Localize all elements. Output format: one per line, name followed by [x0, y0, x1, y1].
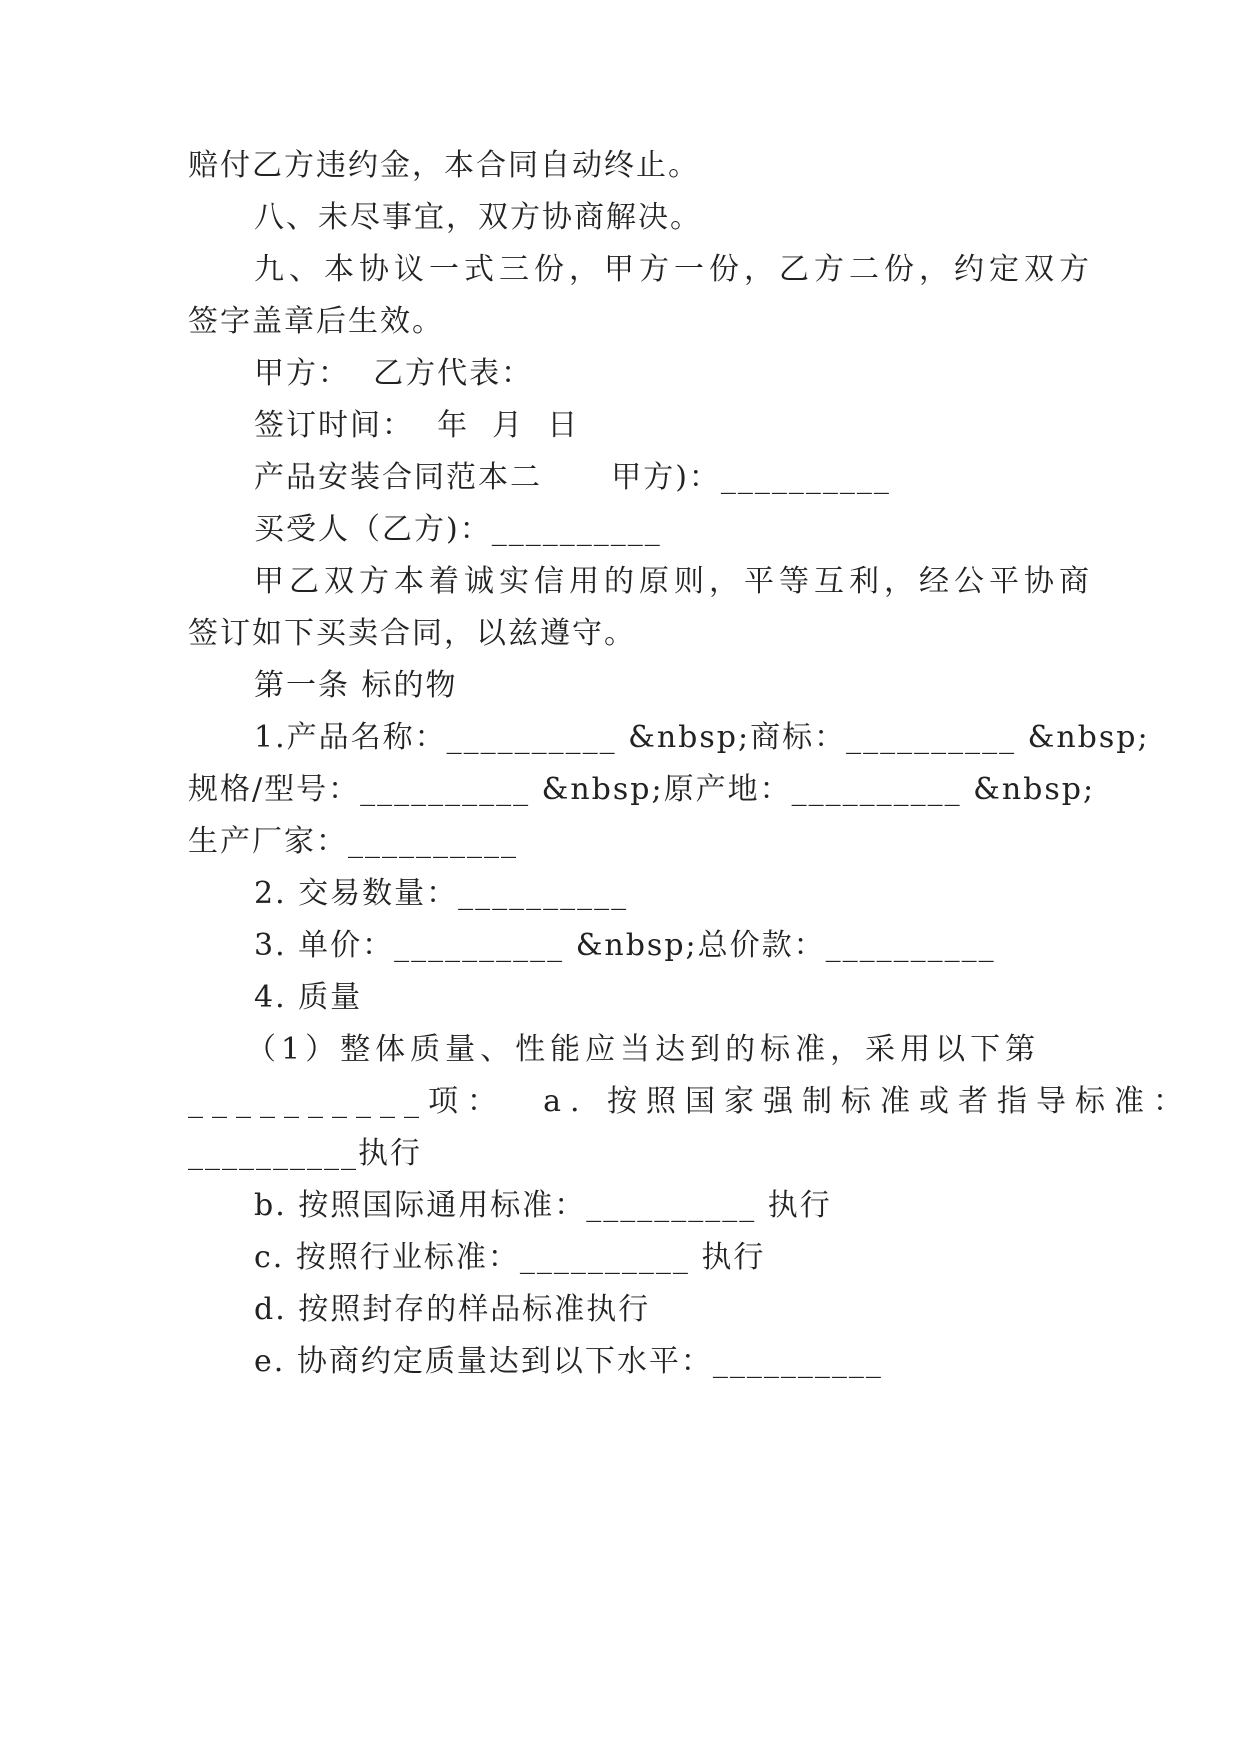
text-line-22: c. 按照行业标准：__________ 执行 — [254, 1240, 766, 1275]
text-line-8: 买受人（乙方)：__________ — [254, 512, 662, 547]
text-line-20: __________执行 — [188, 1136, 422, 1171]
text-line-2: 八、未尽事宜，双方协商解决。 — [254, 200, 702, 235]
text-line-9: 甲乙双方本着诚实信用的原则，平等互利，经公平协商 — [254, 564, 1094, 599]
text-line-18: （1）整体质量、性能应当达到的标准，采用以下第 — [246, 1032, 1041, 1067]
text-line-24: e. 协商约定质量达到以下水平：__________ — [254, 1344, 883, 1379]
text-line-1: 赔付乙方违约金，本合同自动终止。 — [188, 148, 700, 183]
text-line-11: 第一条 标的物 — [254, 668, 458, 703]
text-line-23: d. 按照封存的样品标准执行 — [254, 1292, 651, 1327]
text-line-6: 签订时间： 年 月 日 — [254, 408, 580, 443]
text-line-17: 4. 质量 — [254, 980, 363, 1015]
text-line-19: __________项： a. 按照国家强制标准或者指导标准： — [188, 1084, 1193, 1119]
text-line-15: 2. 交易数量：__________ — [254, 876, 629, 911]
text-line-14: 生产厂家：__________ — [188, 824, 518, 859]
text-line-10: 签订如下买卖合同，以兹遵守。 — [188, 616, 636, 651]
text-line-4: 签字盖章后生效。 — [188, 304, 444, 339]
text-line-7: 产品安装合同范本二 甲方)：__________ — [254, 460, 891, 495]
text-line-13: 规格/型号：__________ &nbsp;原产地：__________ &nbsp; — [188, 772, 1096, 807]
text-line-5: 甲方： 乙方代表： — [254, 356, 534, 391]
text-line-12: 1.产品名称：__________ &nbsp;商标：__________ &nbsp; — [254, 720, 1150, 755]
text-line-21: b. 按照国际通用标准：__________ 执行 — [254, 1188, 832, 1223]
text-line-16: 3. 单价：__________ &nbsp;总价款：__________ — [254, 928, 996, 963]
text-line-3: 九、本协议一式三份，甲方一份，乙方二份，约定双方 — [254, 252, 1094, 287]
